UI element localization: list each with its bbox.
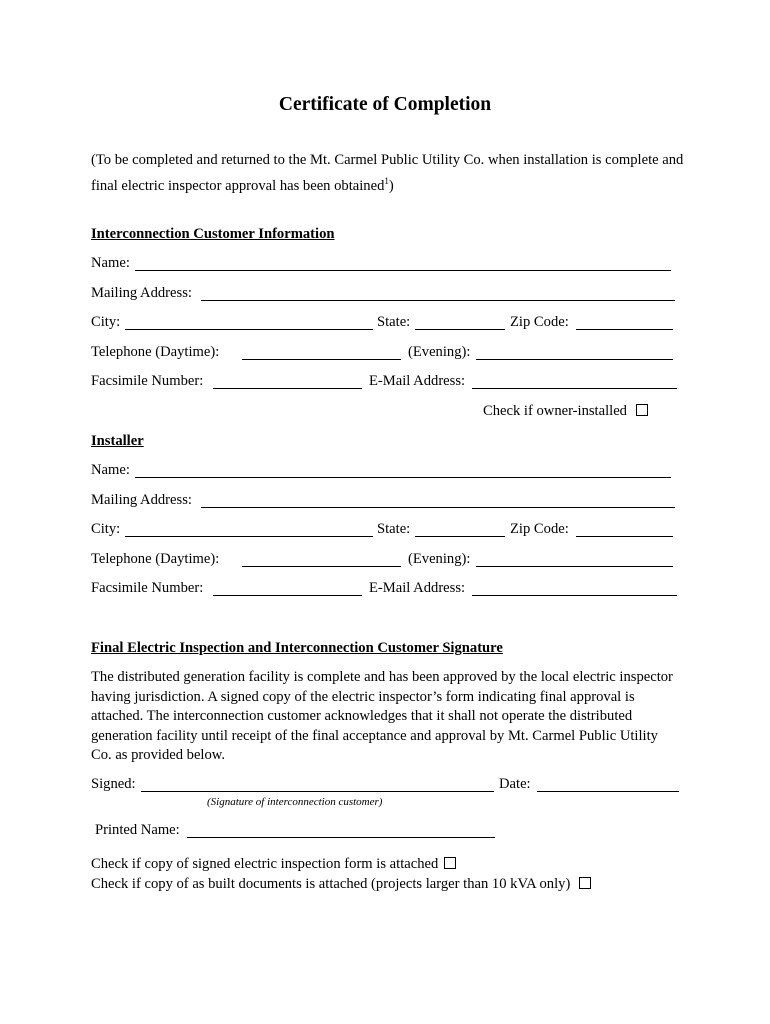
- signed-label: Signed:: [91, 776, 136, 792]
- customer-zip-field[interactable]: [576, 329, 673, 330]
- printed-name-field[interactable]: [187, 837, 495, 838]
- installer-tel-eve-label: (Evening):: [408, 551, 471, 567]
- installer-zip-label: Zip Code:: [510, 521, 569, 537]
- installer-email-label: E-Mail Address:: [369, 580, 466, 596]
- check-inspection-checkbox[interactable]: [444, 857, 456, 869]
- check-asbuilt-checkbox[interactable]: [579, 877, 591, 889]
- installer-name-label: Name:: [91, 462, 130, 478]
- intro-closing: ): [388, 177, 394, 194]
- installer-tel-day-label: Telephone (Daytime):: [91, 551, 220, 567]
- installer-mailing-row: [91, 492, 676, 512]
- customer-name-field[interactable]: [135, 270, 671, 271]
- installer-tel-day-field[interactable]: [242, 566, 401, 567]
- customer-mailing-label: Mailing Address:: [91, 285, 192, 301]
- customer-email-field[interactable]: [472, 388, 677, 389]
- date-label: Date:: [499, 776, 531, 792]
- owner-installed-label: Check if owner-installed: [483, 403, 627, 419]
- printed-name-row: [95, 822, 500, 842]
- customer-tel-eve-field[interactable]: [476, 359, 673, 360]
- installer-state-label: State:: [377, 521, 411, 537]
- customer-state-field[interactable]: [415, 329, 505, 330]
- installer-city-field[interactable]: [125, 536, 373, 537]
- installer-mailing-label: Mailing Address:: [91, 492, 192, 508]
- customer-zip-label: Zip Code:: [510, 314, 569, 330]
- check-asbuilt-row: [91, 876, 621, 896]
- signature-caption: (Signature of interconnection customer): [207, 796, 383, 808]
- installer-fax-field[interactable]: [213, 595, 362, 596]
- owner-installed-check: [483, 403, 648, 420]
- installer-city-label: City:: [91, 521, 121, 537]
- page-title: Certificate of Completion: [278, 94, 492, 115]
- customer-city-label: City:: [91, 314, 121, 330]
- customer-fax-field[interactable]: [213, 388, 362, 389]
- printed-name-label: Printed Name:: [95, 822, 180, 838]
- check-inspection-row: [91, 856, 491, 876]
- customer-mailing-row: [91, 285, 676, 305]
- intro-footnote: 1: [384, 176, 389, 186]
- customer-name-label: Name:: [91, 255, 130, 271]
- signature-field[interactable]: [141, 791, 494, 792]
- customer-telephone-row: [91, 344, 676, 364]
- installer-name-row: [91, 462, 676, 482]
- customer-tel-day-field[interactable]: [242, 359, 401, 360]
- intro-text: [91, 150, 691, 197]
- customer-email-label: E-Mail Address:: [369, 373, 466, 389]
- installer-state-field[interactable]: [415, 536, 505, 537]
- customer-fax-row: [91, 373, 679, 393]
- customer-city-field[interactable]: [125, 329, 373, 330]
- installer-email-field[interactable]: [472, 595, 677, 596]
- customer-mailing-field[interactable]: [201, 300, 675, 301]
- customer-section-heading: Interconnection Customer Information: [91, 226, 335, 242]
- intro-body: (To be completed and returned to the Mt. Carmel Public Utility Co. when installation is complete and final electric inspector approval has been obtained: [91, 152, 684, 194]
- installer-fax-row: [91, 580, 679, 600]
- signed-row: [91, 776, 681, 796]
- check-inspection-item: [91, 856, 456, 873]
- check-inspection-label: Check if copy of signed electric inspection form is attached: [91, 856, 439, 872]
- installer-section-heading: Installer: [91, 433, 144, 449]
- owner-installed-row: [483, 403, 673, 423]
- check-asbuilt-label: Check if copy of as built documents is attached (projects larger than 10 kVA only): [91, 876, 571, 892]
- customer-name-row: [91, 255, 676, 275]
- installer-tel-eve-field[interactable]: [476, 566, 673, 567]
- customer-state-label: State:: [377, 314, 411, 330]
- installer-telephone-row: [91, 551, 676, 571]
- final-paragraph: The distributed generation facility is complete and has been approved by the local electric inspector having jurisdiction. A signed copy of the electric inspector’s form indicating final approval is attached. The interconnection customer acknowledges that it shall not operate the distributed generation facility until receipt of the final acceptance and approval by Mt. Carmel Public Utility Co. as provided below.: [91, 669, 673, 763]
- customer-tel-eve-label: (Evening):: [408, 344, 471, 360]
- installer-name-field[interactable]: [135, 477, 671, 478]
- installer-city-row: [91, 521, 676, 541]
- owner-installed-checkbox[interactable]: [636, 404, 648, 416]
- installer-mailing-field[interactable]: [201, 507, 675, 508]
- customer-tel-day-label: Telephone (Daytime):: [91, 344, 220, 360]
- final-section-heading: Final Electric Inspection and Interconnection Customer Signature: [91, 640, 503, 656]
- date-field[interactable]: [537, 791, 679, 792]
- check-asbuilt-item: [91, 876, 591, 893]
- installer-zip-field[interactable]: [576, 536, 673, 537]
- customer-fax-label: Facsimile Number:: [91, 373, 204, 389]
- installer-fax-label: Facsimile Number:: [91, 580, 204, 596]
- customer-city-row: [91, 314, 676, 334]
